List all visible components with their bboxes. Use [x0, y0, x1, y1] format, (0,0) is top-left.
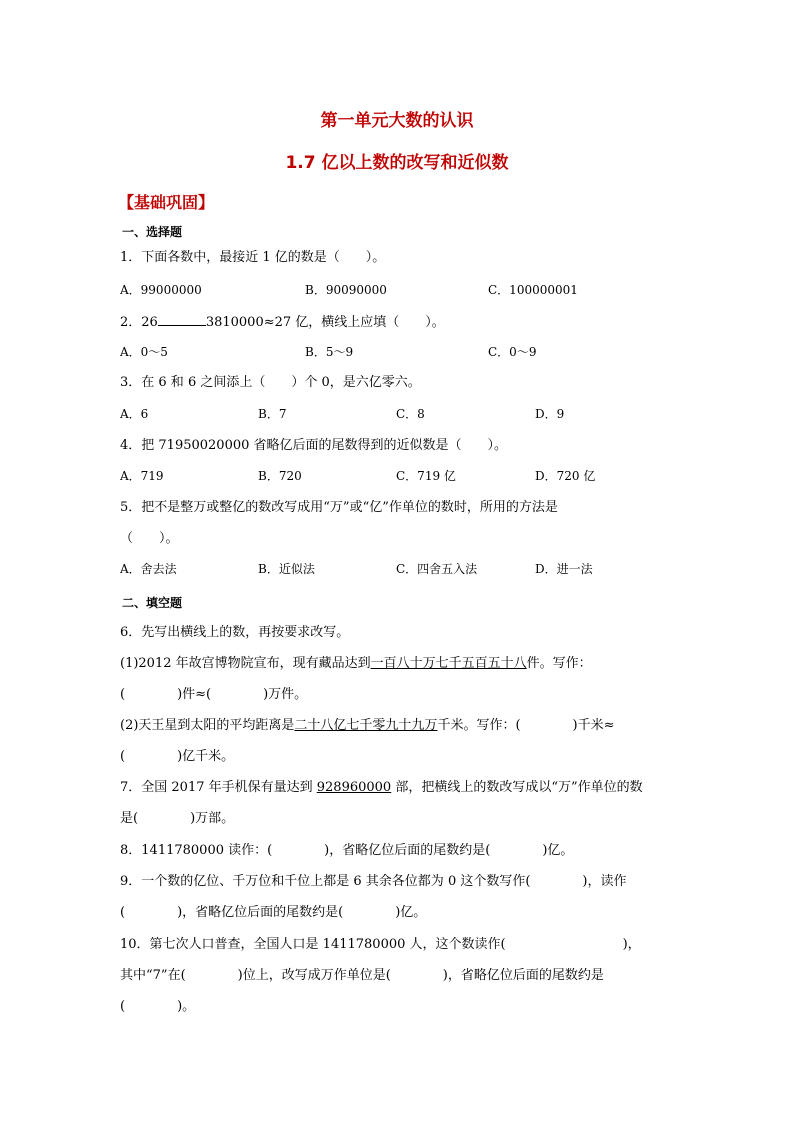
question-9-line1: 9．一个数的亿位、千万位和千位上都是 6 其余各位都为 0 这个数写作( )，读作	[120, 874, 627, 889]
q2-option-a: A．0～5	[120, 345, 168, 359]
q6-1-suffix: 件。写作：	[526, 656, 592, 671]
q5-option-b: B．近似法	[258, 562, 315, 576]
q3-option-c: C．8	[396, 407, 425, 421]
q7-prefix: 7．全国 2017 年手机保有量达到	[120, 780, 317, 795]
q5-option-d: D．进一法	[535, 562, 593, 576]
question-7-line2: 是( )万部。	[120, 811, 235, 826]
q6-2-suffix: 千米。写作：( )千米≈	[437, 718, 615, 733]
question-5-line1: 5．把不是整万或整亿的数改写成用“万”或“亿”作单位的数时，所用的方法是	[120, 500, 558, 515]
question-7	[120, 780, 643, 796]
q3-option-a: A．6	[120, 407, 149, 421]
q5-option-c: C．四舍五入法	[396, 562, 478, 576]
question-10-line3: ( )。	[120, 999, 196, 1014]
q2-option-b: B．5～9	[305, 345, 354, 359]
question-6-1	[120, 656, 592, 672]
q6-1-prefix: (1)2012 年故宫博物院宣布，现有藏品达到	[120, 656, 371, 671]
question-6-2-answer: ( )亿千米。	[120, 749, 235, 764]
question-10-line2: 其中“7”在( )位上，改写成万作单位是( )，省略亿位后面的尾数约是	[120, 968, 604, 983]
question-5-line2: （ ）。	[120, 531, 179, 546]
q1-option-a: A．99000000	[120, 283, 202, 297]
question-2	[120, 313, 445, 331]
question-4: 4．把 71950020000 省略亿后面的尾数得到的近似数是（ ）。	[120, 438, 508, 453]
q2-suffix: 3810000≈27 亿，横线上应填（ ）。	[205, 315, 445, 330]
q4-option-c: C．719 亿	[396, 469, 456, 483]
question-6-1-answer: ( )件≈( )万件。	[120, 687, 308, 702]
page-subtitle: 1.7 亿以上数的改写和近似数	[285, 153, 509, 173]
q4-option-d: D．720 亿	[535, 469, 596, 483]
q7-underlined-number: 928960000	[316, 780, 392, 795]
question-10-line1: 10．第七次人口普查，全国人口是 1411780000 人，这个数读作( )，	[120, 937, 641, 952]
q3-option-b: B．7	[258, 407, 287, 421]
q1-option-c: C．100000001	[488, 283, 578, 297]
q2-prefix: 2．26	[120, 315, 158, 330]
q2-option-c: C．0～9	[488, 345, 537, 359]
q6-1-underlined-number: 一百八十万七千五百五十八	[370, 656, 527, 671]
q4-option-a: A．719	[120, 469, 164, 483]
q4-option-b: B．720	[258, 469, 302, 483]
page-title: 第一单元大数的认识	[320, 111, 474, 131]
section-label: 【基础巩固】	[118, 193, 215, 212]
question-6-2	[120, 718, 614, 734]
q6-2-underlined-number: 二十八亿七千零九十九万	[294, 718, 438, 733]
q7-suffix: 部，把横线上的数改写成以“万”作单位的数	[391, 780, 643, 795]
q5-option-a: A．舍去法	[120, 562, 177, 576]
question-1: 1．下面各数中，最接近 1 亿的数是（ ）。	[120, 250, 386, 265]
q1-option-b: B．90090000	[305, 283, 387, 297]
part1-heading: 一、选择题	[122, 225, 183, 239]
question-9-line2: ( )，省略亿位后面的尾数约是( )亿。	[120, 905, 427, 920]
question-6-intro: 6．先写出横线上的数，再按要求改写。	[120, 625, 350, 640]
q6-2-prefix: (2)天王星到太阳的平均距离是	[120, 718, 295, 733]
question-3: 3．在 6 和 6 之间添上（ ）个 0，是六亿零六。	[120, 375, 421, 390]
part2-heading: 二、填空题	[122, 596, 183, 610]
q2-blank-line	[158, 313, 206, 326]
question-8: 8．1411780000 读作：( )，省略亿位后面的尾数约是( )亿。	[120, 843, 574, 858]
q3-option-d: D．9	[535, 407, 565, 421]
